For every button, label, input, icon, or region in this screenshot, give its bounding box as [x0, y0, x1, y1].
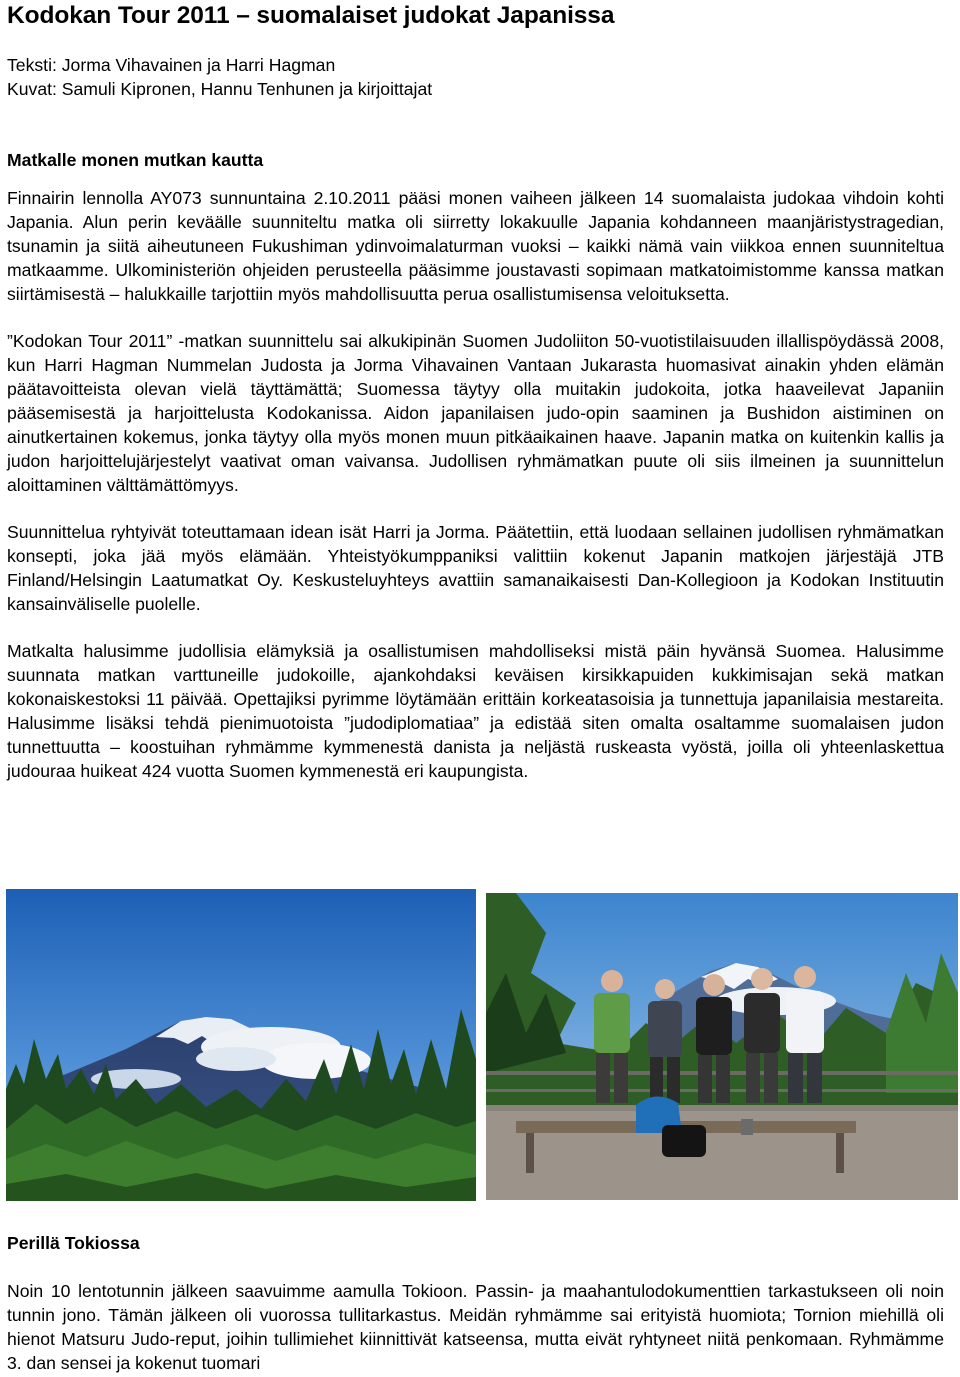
mount-fuji-photo	[6, 889, 476, 1201]
paragraph: Suunnittelua ryhtyivät toteuttamaan idean isät Harri ja Jorma. Päätettiin, että luodaan sellainen judollisen ryhmämatkan konsepti, joka jää myös elämään. Yhteistyökumppaniksi valittiin kokenut Japanin matkojen järjestäjä JTB Finland/Helsingin Laatumatkat Oy. Keskusteluyhteys avattiin samanaikaisesti Dan-Kollegioon ja Kodokan Instituutin kansainväliselle puolelle.	[7, 522, 944, 614]
paragraph: Matkalta halusimme judollisia elämyksiä ja osallistumisen mahdolliseksi mistä päin hyvänsä Suomea. Halusimme suunnata matkan varttuneille judokoille, ajankohdaksi keväisen kirsikkapuiden kukkimisajan sekä matkan kokonaiskestoksi 11 päivää. Opettajiksi pyrimme löytämään erittäin korkeatasoisia ja tunnettuja japanilaisia mestareita. Halusimme lisäksi tehdä pienimuotoista ”judodiplomatiaa” ja edistää siten omalta osaltamme suomalaisen judon tunnettuutta – koostuihan ryhmämme kymmenestä danista ja neljästä ruskeasta vyöstä, joilla oli yhteenlaskettua judouraa huikeat 424 vuotta Suomen kymmenestä eri kaupungista.	[7, 641, 944, 781]
section-heading: Matkalle monen mutkan kautta	[7, 150, 264, 170]
section-tokyo	[7, 1231, 944, 1375]
section-heading: Perillä Tokiossa	[7, 1233, 140, 1253]
paragraph: Noin 10 lentotunnin jälkeen saavuimme aamulla Tokioon. Passin- ja maahantulodokumenttien tarkastukseen oli noin tunnin jono. Tämän jälkeen oli vuorossa tullitarkastus. Meidän ryhmämme sai erityistä huomiota; Tornion miehillä oli hienot Matsuru Judo-reput, joihin tullimiehet kiinnittivät katseensa, mutta eivät ryhtyneet niitä penkomaan. Ryhmämme 3. dan sensei ja kokenut tuomari	[7, 1281, 944, 1373]
page-title: Kodokan Tour 2011 – suomalaiset judokat Japanissa	[7, 2, 615, 29]
photo-row	[6, 889, 956, 1203]
paragraph: ”Kodokan Tour 2011” -matkan suunnittelu sai alkukipinän Suomen Judoliiton 50-vuotistilaisuuden illallispöydässä 2008, kun Harri Hagman Nummelan Judosta ja Jorma Vihavainen Vantaan Jukarasta huomasivat ainakin yhden elämän päätavoitteista olevan vielä täyttämättä; Suomessa täytyy olla muitakin judokoita, jotka haaveilevat Japaniin pääsemisestä ja harjoittelusta Kodokanissa. Aidon japanilaisen judo-opin saaminen ja Bushidon aistiminen on ainutkertainen kokemus, jonka täytyy olla myös monen muun pitkäaikainen haave. Japanin matka on kuitenkin kallis ja judon harjoittelujärjestelyt vaativat oman vaivansa. Judollisen ryhmämatkan puute oli siis ilmeinen ja suunnittelun aloittaminen välttämättömyys.	[7, 331, 944, 495]
text-credit: Teksti: Jorma Vihavainen ja Harri Hagman	[7, 55, 336, 75]
group-photo	[486, 893, 958, 1200]
photo-credit: Kuvat: Samuli Kipronen, Hannu Tenhunen ja kirjoittajat	[7, 79, 433, 99]
credits	[7, 53, 944, 101]
article	[7, 0, 944, 783]
paragraph: Finnairin lennolla AY073 sunnuntaina 2.10.2011 pääsi monen vaiheen jälkeen 14 suomalaista judokaa vihdoin kohti Japania. Alun perin keväälle suunniteltu matka oli siirretty lokakuulle Japania kohdanneen maanjäristystragedian, tsunamin ja siitä aiheutuneen Fukushiman ydinvoimalaturman vuoksi – kaikki nämä vain viikkoa ennen suunniteltua matkaamme. Ulkoministeriön ohjeiden perusteella pääsimme joustavasti sopimaan matkatoimistomme kanssa matkan siirtämisestä – halukkaille tarjottiin myös mahdollisuutta perua osallistumisensa veloituksetta.	[7, 188, 944, 304]
